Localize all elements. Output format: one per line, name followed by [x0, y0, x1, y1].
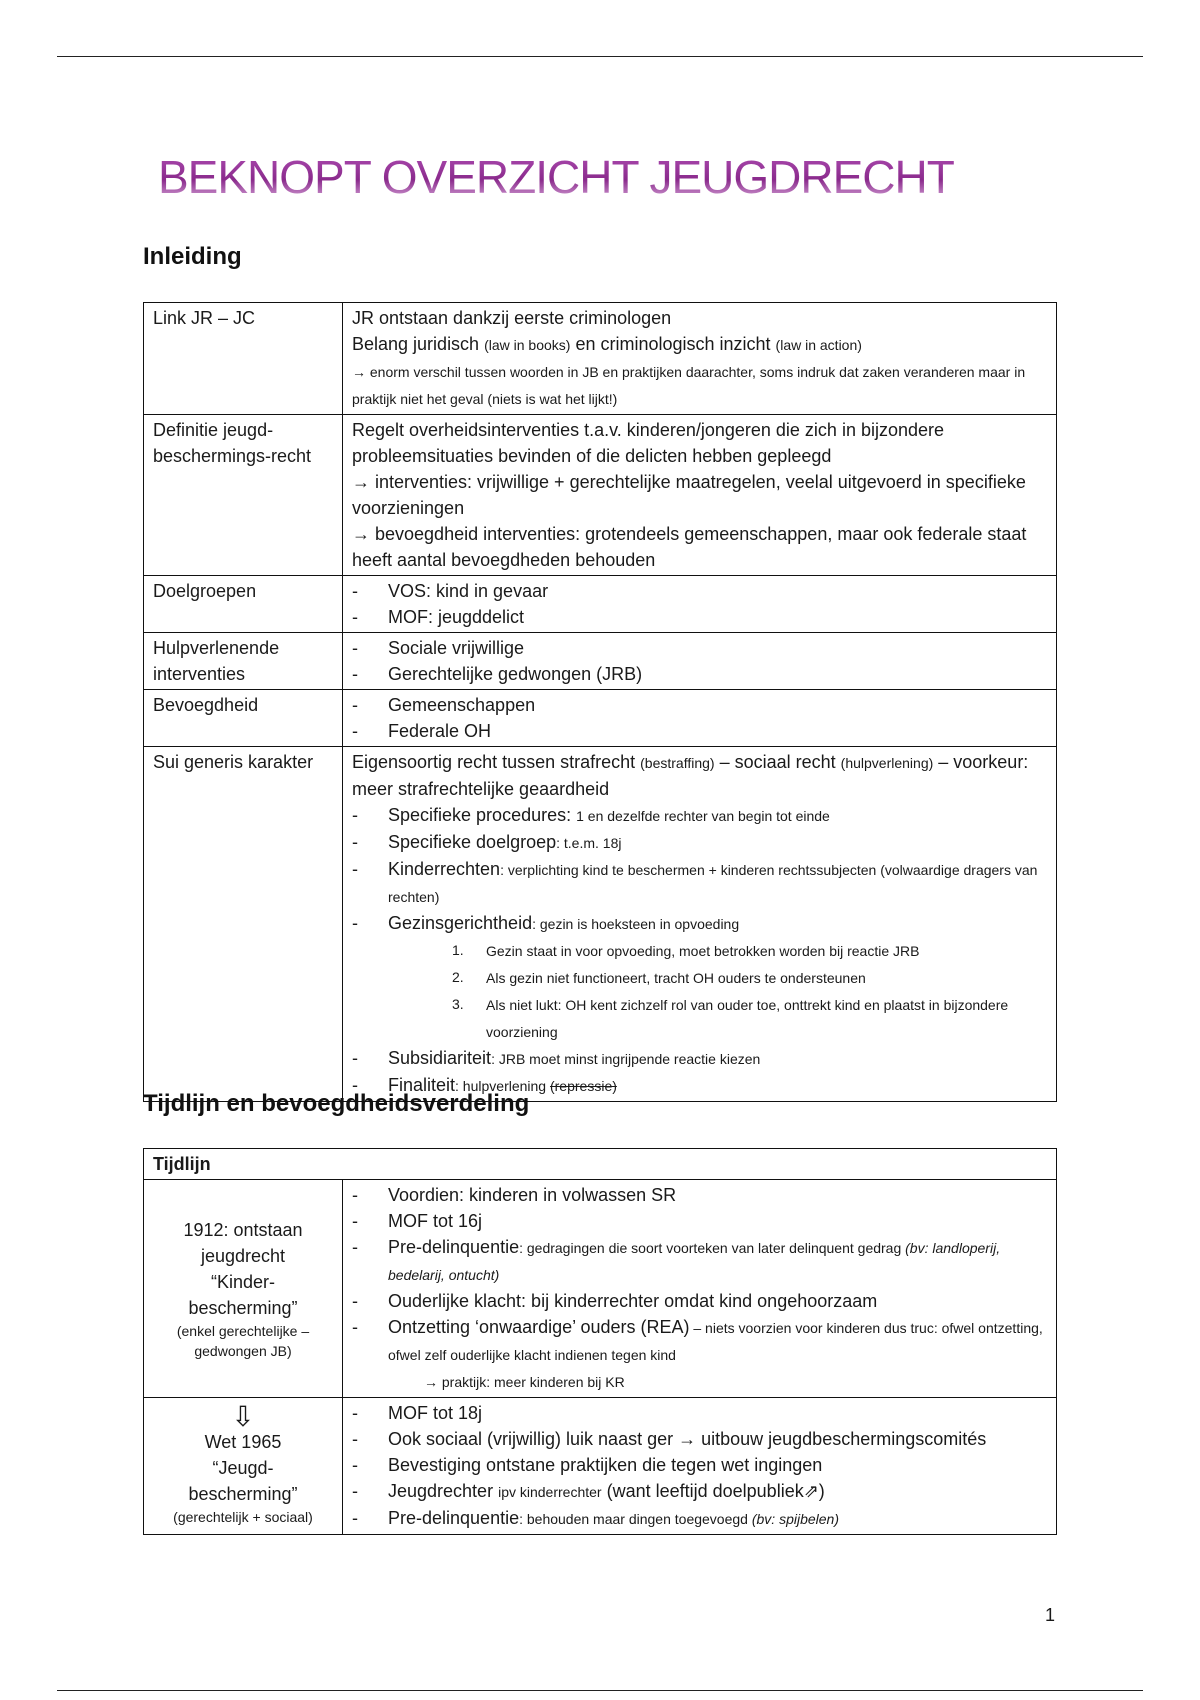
- text-line: [352, 604, 1047, 630]
- text-line: [352, 718, 1047, 744]
- intro-table: [143, 302, 1057, 1102]
- text-segment: Voordien: kinderen in volwassen SR: [388, 1185, 677, 1205]
- text-line: [352, 521, 1047, 573]
- line-content: [388, 1288, 877, 1314]
- timeline-table: [143, 1148, 1057, 1535]
- period-note: (enkel gerechtelijke – gedwongen JB): [176, 1322, 310, 1359]
- line-content: [388, 910, 739, 937]
- table-row: [144, 303, 1057, 415]
- text-segment: Ouderlijke klacht: bij kinderrechter omdat kind ongehoorzaam: [388, 1291, 878, 1311]
- text-line: [352, 578, 1047, 604]
- text-segment: : gedragingen die soort voorteken van later delinquent gedrag: [519, 1240, 906, 1256]
- text-segment: Gemeenschappen: [388, 695, 536, 715]
- bullet: -: [352, 913, 358, 933]
- text-segment: : hulpverlening: [455, 1078, 550, 1094]
- page-number: 1: [1045, 1605, 1056, 1625]
- bullet: -: [352, 1185, 358, 1205]
- text-segment: MOF tot 18j: [388, 1403, 483, 1423]
- bullet: -: [352, 1481, 358, 1501]
- line-content: [388, 856, 1047, 910]
- text-line: [352, 358, 1047, 412]
- text-segment: Ontzetting ‘onwaardige’ ouders (REA): [388, 1317, 690, 1337]
- text-line: [352, 1505, 1047, 1532]
- text-segment: – niets voorzien voor kinderen dus truc: ofwel ontzetting, ofwel zelf ouderlijke klacht indienen tegen kind: [388, 1320, 1043, 1363]
- line-content: [388, 1478, 825, 1505]
- text-segment: Gerechtelijke gedwongen (JRB): [388, 664, 643, 684]
- bullet: -: [352, 1291, 358, 1311]
- text-segment: (want leeftijd doelpubliek⇗): [601, 1481, 825, 1501]
- bullet: -: [352, 638, 358, 658]
- text-segment: en criminologisch inzicht: [570, 334, 776, 354]
- line-content: [388, 1234, 1047, 1288]
- line-content: [388, 1045, 760, 1072]
- line-content: [352, 469, 1047, 521]
- bullet: -: [352, 859, 358, 879]
- bullet: -: [352, 1429, 358, 1449]
- line-content: [388, 1452, 822, 1478]
- text-line: [352, 469, 1047, 521]
- down-arrow-icon: ⇩: [231, 1401, 255, 1432]
- line-content: [388, 578, 548, 604]
- row-content: [343, 690, 1057, 747]
- table-row: [144, 633, 1057, 690]
- line-content: [486, 991, 1047, 1045]
- line-content: [388, 829, 621, 856]
- text-segment: → enorm verschil tussen woorden in JB en praktijken daarachter, soms indruk dat zaken veranderen maar in praktijk niet het geval (niets is wat het lijkt!): [352, 364, 1026, 407]
- bullet: -: [352, 1317, 358, 1337]
- text-segment: 1 en dezelfde rechter van begin tot einde: [576, 808, 830, 824]
- text-line: [352, 417, 1047, 469]
- row-label: Link JR – JC: [144, 303, 343, 415]
- text-line: [352, 1368, 1047, 1395]
- text-segment: → praktijk: meer kinderen bij KR: [424, 1374, 625, 1390]
- row-content: [343, 415, 1057, 576]
- period-note: (gerechtelijk + sociaal): [173, 1509, 313, 1525]
- text-segment: ipv kinderrechter: [498, 1484, 602, 1500]
- bottom-rule: [57, 1690, 1143, 1691]
- line-content: [388, 1208, 482, 1234]
- timeline-period: [144, 1180, 343, 1398]
- text-segment: Als gezin niet functioneert, tracht OH ouders te ondersteunen: [486, 970, 866, 986]
- line-content: [388, 1314, 1047, 1368]
- text-segment: (law in action): [775, 337, 862, 353]
- row-content: [343, 303, 1057, 415]
- period-label: bescherming”: [188, 1297, 298, 1318]
- text-segment: Subsidiariteit: [388, 1048, 492, 1068]
- text-segment: Finaliteit: [388, 1075, 456, 1095]
- table-row: [144, 747, 1057, 1102]
- text-line: [352, 1234, 1047, 1288]
- text-line: [352, 802, 1047, 829]
- text-segment: (hulpverlening): [840, 755, 934, 771]
- text-line: [352, 1288, 1047, 1314]
- bullet: -: [352, 832, 358, 852]
- text-segment: Gezinsgerichtheid: [388, 913, 533, 933]
- bullet: -: [352, 1211, 358, 1231]
- text-segment: Pre-delinquentie: [388, 1508, 520, 1528]
- timeline-period: [144, 1398, 343, 1535]
- text-segment: (repressie): [549, 1078, 617, 1094]
- text-segment: JR ontstaan dankzij eerste criminologen: [352, 308, 672, 328]
- text-segment: Belang juridisch: [352, 334, 485, 354]
- text-line: [352, 1182, 1047, 1208]
- text-line: [352, 829, 1047, 856]
- text-line: [352, 1208, 1047, 1234]
- text-segment: (bv: spijbelen): [751, 1511, 839, 1527]
- row-content: [343, 747, 1057, 1102]
- text-line: [352, 635, 1047, 661]
- text-segment: → interventies: vrijwillige + gerechtelijke maatregelen, veelal uitgevoerd in specifieke voorzieningen: [352, 472, 1026, 518]
- line-content: [486, 937, 919, 964]
- text-segment: → bevoegdheid interventies: grotendeels gemeenschappen, maar ook federale staat heeft aantal bevoegdheden behouden: [352, 524, 1027, 570]
- text-segment: Jeugdrechter: [388, 1481, 499, 1501]
- bullet: 1.: [452, 942, 464, 958]
- timeline-content: [343, 1398, 1057, 1535]
- timeline-row: [144, 1180, 1057, 1398]
- line-content: [352, 521, 1047, 573]
- line-content: [352, 417, 1047, 469]
- row-content: [343, 633, 1057, 690]
- period-label: “Jeugd-: [212, 1458, 274, 1478]
- timeline-content: [343, 1180, 1057, 1398]
- period-label: Wet 1965: [204, 1432, 282, 1452]
- text-segment: (law in books): [484, 337, 571, 353]
- text-segment: (bestraffing): [640, 755, 715, 771]
- text-line: [352, 991, 1047, 1045]
- text-segment: Als niet lukt: OH kent zichzelf rol van ouder toe, onttrekt kind en plaatst in bijzondere voorziening: [486, 997, 1009, 1040]
- text-line: [352, 1452, 1047, 1478]
- text-segment: Specifieke doelgroep: [388, 832, 557, 852]
- text-segment: Sociale vrijwillige: [388, 638, 525, 658]
- line-content: [388, 692, 535, 718]
- text-line: [352, 856, 1047, 910]
- text-segment: Ook sociaal (vrijwillig) luik naast ger → uitbouw jeugdbeschermingscomités: [388, 1429, 987, 1449]
- line-content: [388, 1400, 482, 1426]
- text-line: [352, 749, 1047, 802]
- text-line: [352, 305, 1047, 331]
- line-content: [388, 802, 830, 829]
- text-segment: Federale OH: [388, 721, 492, 741]
- bullet: -: [352, 607, 358, 627]
- bullet: 2.: [452, 969, 464, 985]
- bullet: -: [352, 721, 358, 741]
- text-segment: Gezin staat in voor opvoeding, moet betrokken worden bij reactie JRB: [486, 943, 920, 959]
- bullet: -: [352, 1075, 358, 1095]
- text-line: [352, 331, 1047, 358]
- text-segment: (bv: landloperij, bedelarij, ontucht): [388, 1240, 1001, 1283]
- timeline-row: [144, 1398, 1057, 1535]
- text-segment: Regelt overheidsinterventies t.a.v. kinderen/jongeren die zich in bijzondere probleemsituaties bevinden of die delicten hebben gepleegd: [352, 420, 945, 466]
- bullet: -: [352, 1455, 358, 1475]
- line-content: [388, 1505, 839, 1532]
- heading-inleiding: Inleiding: [143, 243, 242, 270]
- top-rule: [57, 56, 1143, 57]
- row-content: [343, 576, 1057, 633]
- period-label: bescherming”: [188, 1484, 298, 1504]
- text-line: [352, 661, 1047, 687]
- line-content: [352, 358, 1047, 412]
- text-segment: : gezin is hoeksteen in opvoeding: [532, 916, 740, 932]
- text-line: [352, 937, 1047, 964]
- line-content: [388, 635, 524, 661]
- text-segment: MOF: jeugddelict: [388, 607, 525, 627]
- text-segment: : JRB moet minst ingrijpende reactie kiezen: [491, 1051, 761, 1067]
- text-line: [352, 1478, 1047, 1505]
- text-line: [352, 910, 1047, 937]
- bullet: -: [352, 805, 358, 825]
- text-segment: Bevestiging ontstane praktijken die tegen wet ingingen: [388, 1455, 823, 1475]
- period-label: jeugdrecht: [200, 1245, 286, 1266]
- period-label: 1912: ontstaan: [183, 1219, 303, 1240]
- timeline-header: Tijdlijn: [144, 1149, 1057, 1180]
- text-segment: VOS: kind in gevaar: [388, 581, 549, 601]
- text-line: [352, 964, 1047, 991]
- line-content: [352, 305, 671, 331]
- period-label: “Kinder-: [210, 1271, 276, 1292]
- text-segment: : t.e.m. 18j: [556, 835, 622, 851]
- text-segment: Pre-delinquentie: [388, 1237, 520, 1257]
- text-segment: – voorkeur: meer strafrechtelijke geaardheid: [352, 752, 1029, 799]
- bullet: -: [352, 1237, 358, 1257]
- line-content: [352, 749, 1047, 802]
- row-label: Bevoegdheid: [144, 690, 343, 747]
- table-row: [144, 690, 1057, 747]
- text-line: [352, 1426, 1047, 1452]
- row-label: Definitie jeugd-beschermings-recht: [144, 415, 343, 576]
- line-content: [486, 964, 866, 991]
- text-line: [352, 1045, 1047, 1072]
- text-line: [352, 1400, 1047, 1426]
- bullet: -: [352, 695, 358, 715]
- line-content: [388, 1182, 676, 1208]
- document-title: BEKNOPT OVERZICHT JEUGDRECHT: [158, 151, 954, 203]
- bullet: 3.: [452, 996, 464, 1012]
- text-segment: Specifieke procedures:: [388, 805, 577, 825]
- line-content: [388, 718, 491, 744]
- text-segment: : verplichting kind te beschermen + kinderen rechtssubjecten (volwaardige dragers van rechten): [388, 862, 1038, 905]
- text-line: [352, 692, 1047, 718]
- line-content: [352, 331, 862, 358]
- text-segment: MOF tot 16j: [388, 1211, 483, 1231]
- bullet: -: [352, 664, 358, 684]
- line-content: [388, 1426, 986, 1452]
- row-label: Doelgroepen: [144, 576, 343, 633]
- bullet: -: [352, 1048, 358, 1068]
- bullet: -: [352, 1403, 358, 1423]
- text-segment: Kinderrechten: [388, 859, 501, 879]
- line-content: [388, 661, 642, 687]
- table-row: [144, 415, 1057, 576]
- text-segment: – sociaal recht: [714, 752, 841, 772]
- row-label: Sui generis karakter: [144, 747, 343, 1102]
- row-label: Hulpverlenende interventies: [144, 633, 343, 690]
- table-row: [144, 576, 1057, 633]
- text-line: [352, 1314, 1047, 1368]
- line-content: [388, 604, 524, 630]
- bullet: -: [352, 581, 358, 601]
- text-segment: : behouden maar dingen toegevoegd: [519, 1511, 752, 1527]
- text-segment: Eigensoortig recht tussen strafrecht: [352, 752, 641, 772]
- bullet: -: [352, 1508, 358, 1528]
- line-content: [424, 1368, 625, 1395]
- heading-tijdlijn: Tijdlijn en bevoegdheidsverdeling: [143, 1090, 530, 1117]
